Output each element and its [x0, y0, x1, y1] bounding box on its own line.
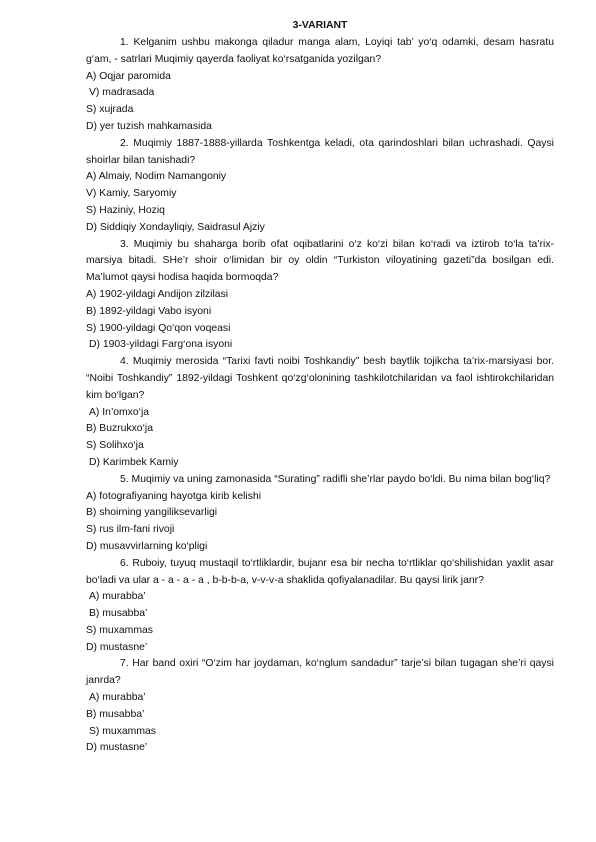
answer-option: B) 1892-yildagi Vabo isyoni — [86, 305, 212, 317]
answer-option: S) muxammas — [89, 725, 156, 737]
answer-option: V) madrasada — [89, 87, 155, 99]
question-text: 7. Har band oxiri “O‘zim har joydaman, ko‘nglum sandadur” tarje’si bilan tugagan she’ri qaysi janrda? — [86, 658, 554, 687]
question-block — [86, 656, 554, 757]
question-block — [86, 472, 554, 556]
answer-option: A) murabba’ — [89, 692, 146, 704]
answer-option: S) xujrada — [86, 104, 134, 116]
document-page — [86, 18, 554, 757]
question-text: 4. Muqimiy merosida “Tarixi favti noibi Toshkandiy” besh baytlik tojikcha ta’rix-marsiyasi bor. “Noibi Toshkandiy” 1892-yildagi Toshkent qo‘zg‘olonining tashkilotchilaridan va faol ishtirokchilaridan kim bo‘lgan? — [86, 356, 554, 401]
question-block — [86, 556, 554, 657]
answer-option: V) Kamiy, Saryomiy — [86, 188, 177, 200]
answer-option: B) musabba’ — [86, 708, 145, 720]
answer-option: A) 1902-yildagi Andijon zilzilasi — [86, 288, 229, 300]
answer-option: A) Almaiy, Nodim Namangoniy — [86, 171, 227, 183]
question-text: 3. Muqimiy bu shaharga borib ofat oqibatlarini o‘z ko‘zi bilan ko‘radi va iztirob to‘la ta’rix-marsiya bitadi. SHe’r shoir o‘limidan bir oy oldin “Turkiston viloyatining gazeti”da bosilgan edi. Ma’lumot qaysi hodisa haqida bormoqda? — [86, 238, 554, 284]
answer-option: S) Solihxo‘ja — [86, 440, 144, 452]
answer-option: D) yer tuzish mahkamasida — [86, 120, 212, 132]
answer-option: B) Buzrukxo‘ja — [86, 423, 153, 435]
question-block — [86, 136, 554, 237]
answer-option: D) mustasne’ — [86, 641, 148, 653]
answer-option: S) muxammas — [86, 624, 153, 636]
answer-option: D) musavvirlarning ko‘pligi — [86, 540, 208, 552]
answer-option: A) Oqjar paromida — [86, 70, 171, 82]
question-block — [86, 354, 554, 472]
answer-option: S) rus ilm-fani rivoji — [86, 524, 175, 536]
page-title: 3-VARIANT — [292, 20, 348, 31]
answer-option: D) Siddiqiy Xondayliqiy, Saidrasul Ajziy — [86, 221, 265, 233]
answer-option: B) musabba’ — [89, 608, 148, 620]
answer-option: D) Karimbek Kamiy — [89, 456, 179, 468]
question-text: 5. Muqimiy va uning zamonasida “Surating” radifli she’rlar paydo bo‘ldi. Bu nima bilan bog‘liq? — [120, 473, 551, 485]
question-block — [86, 237, 554, 355]
answer-option: S) 1900-yildagi Qo‘qon voqeasi — [86, 322, 231, 334]
answer-option: B) shoirning yangiliksevarligi — [86, 507, 218, 519]
question-text: 6. Ruboiy, tuyuq mustaqil to‘rtliklardir, bujanr esa bir necha to‘rtliklar qo‘shilishidan yaxlit asar bo‘ladi va ular a - a - a - a , b-b-b-a, v-v-v-a shaklida qofiyalanadilar. Bu qaysi lirik janr? — [86, 557, 554, 586]
answer-option: D) mustasne’ — [86, 742, 148, 754]
answer-option: D) 1903-yildagi Farg‘ona isyoni — [89, 339, 233, 351]
answer-option: A) In’omxo‘ja — [89, 406, 150, 418]
question-text: 2. Muqimiy 1887-1888-yillarda Toshkentga keladi, ota qarindoshlari bilan uchrashadi. Qaysi shoirlar bilan tanishadi? — [86, 137, 554, 166]
question-list — [86, 35, 554, 757]
question-block — [86, 35, 554, 136]
answer-option: S) Haziniy, Hoziq — [86, 204, 165, 216]
answer-option: A) fotografiyaning hayotga kirib kelishi — [86, 490, 262, 502]
question-text: 1. Kelganim ushbu makonga qiladur manga alam, Loyiqi tab’ yo‘q odamki, desam hasratu g‘am, - satrlari Muqimiy qayerda faoliyat ko‘rsatganida yozilgan? — [86, 37, 554, 65]
answer-option: A) murabba’ — [89, 591, 146, 603]
